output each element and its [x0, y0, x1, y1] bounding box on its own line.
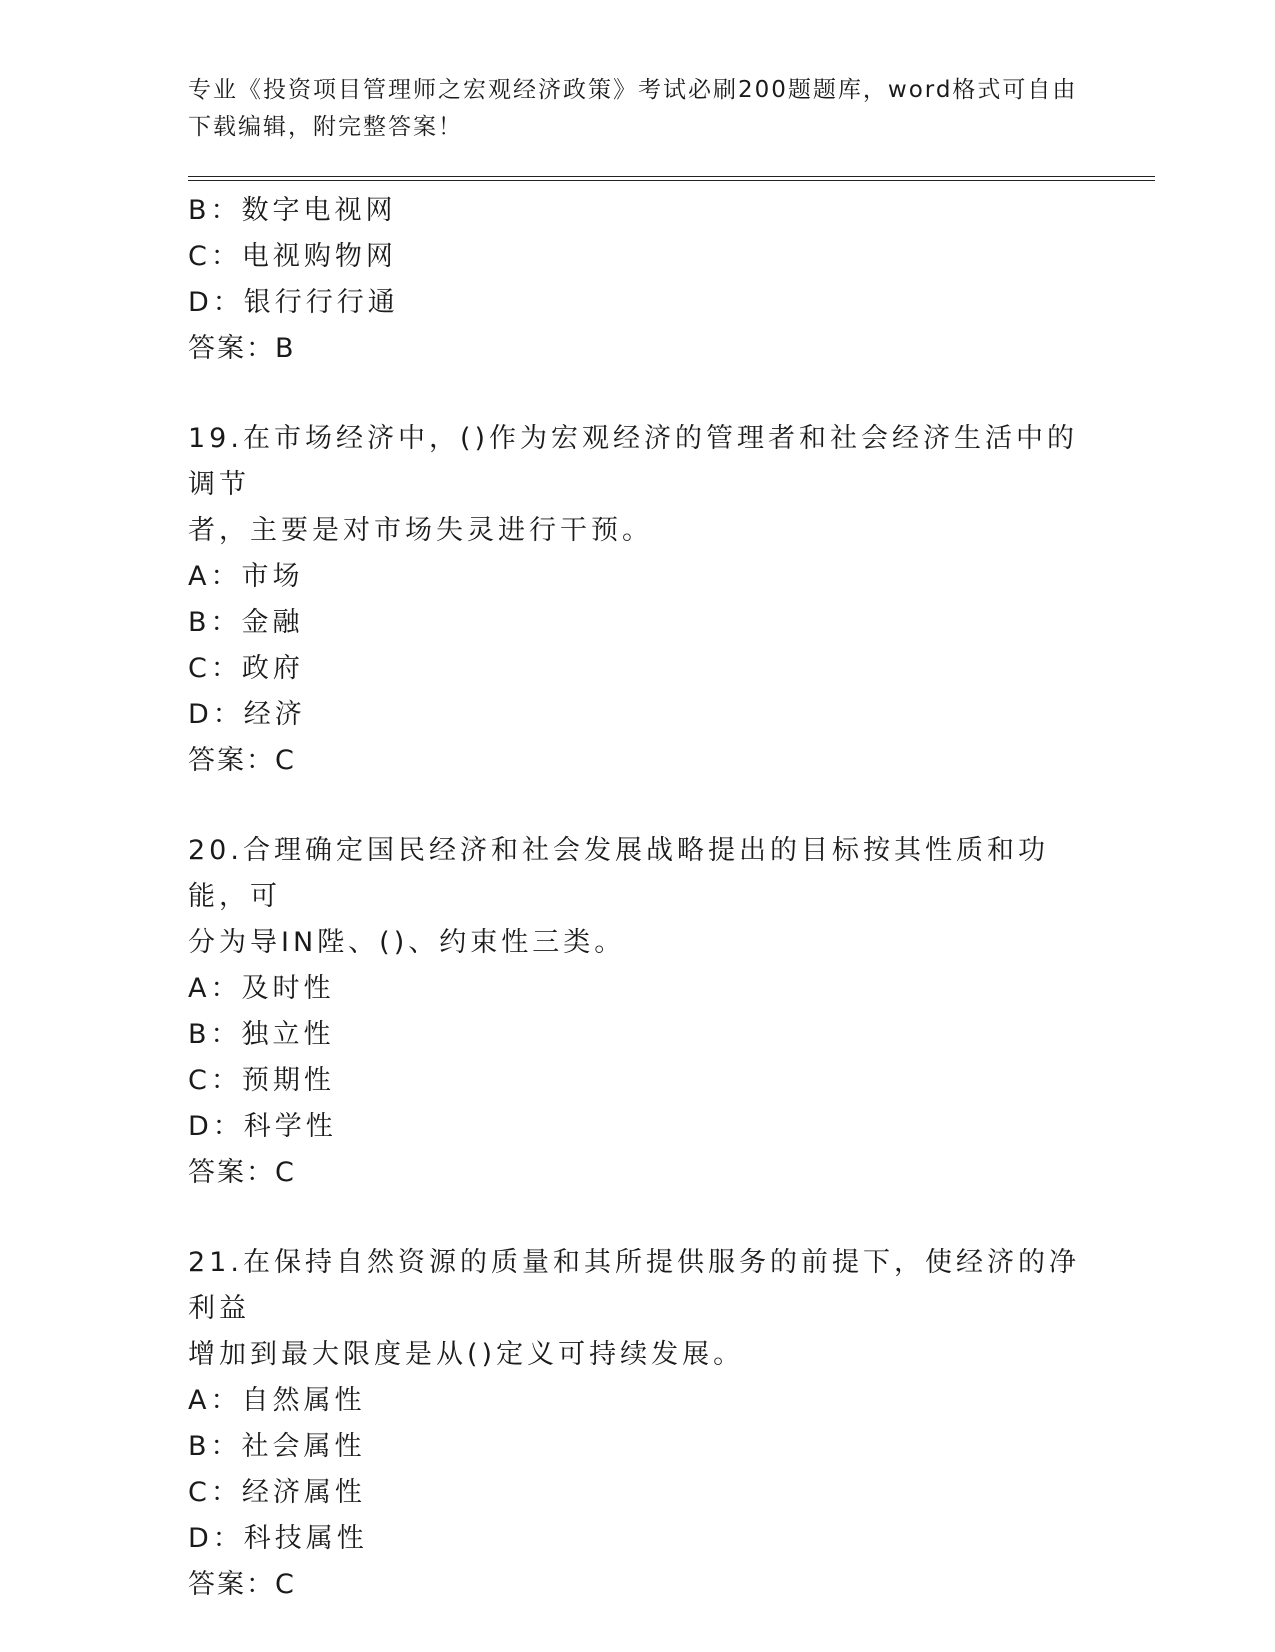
header-rule-top — [188, 176, 1155, 177]
question-stem-line-2: 分为导IN陛、()、约束性三类。 — [188, 927, 626, 958]
answer: 答案：B — [188, 333, 296, 364]
question-19 — [188, 416, 1088, 784]
option-b: B：社会属性 — [188, 1431, 366, 1462]
option-c: C：预期性 — [188, 1065, 335, 1096]
option-a: A：及时性 — [188, 973, 335, 1004]
question-stem-line-2: 增加到最大限度是从()定义可持续发展。 — [188, 1339, 745, 1370]
option-b: B：数字电视网 — [188, 195, 397, 226]
option-a: A：自然属性 — [188, 1385, 366, 1416]
header-rule-bottom — [188, 180, 1155, 181]
option-d: D：银行行行通 — [188, 287, 399, 318]
option-d: D：科学性 — [188, 1111, 337, 1142]
option-b: B：金融 — [188, 607, 304, 638]
option-c: C：政府 — [188, 653, 304, 684]
option-d: D：科技属性 — [188, 1523, 368, 1554]
option-a: A：市场 — [188, 561, 304, 592]
question-18-tail — [188, 188, 1088, 372]
answer: 答案：C — [188, 745, 296, 776]
option-b: B：独立性 — [188, 1019, 335, 1050]
question-21 — [188, 1240, 1088, 1608]
option-c: C：电视购物网 — [188, 241, 397, 272]
question-stem-line-2: 者，主要是对市场失灵进行干预。 — [188, 515, 653, 546]
question-stem-line-1: 21.在保持自然资源的质量和其所提供服务的前提下，使经济的净利益 — [188, 1247, 1080, 1324]
header-title-line-2: 下载编辑，附完整答案！ — [188, 114, 463, 140]
answer: 答案：C — [188, 1569, 296, 1600]
document-header — [188, 72, 1088, 146]
answer: 答案：C — [188, 1157, 296, 1188]
option-c: C：经济属性 — [188, 1477, 366, 1508]
header-title-line-1: 专业《投资项目管理师之宏观经济政策》考试必刷200题题库，word格式可自由 — [188, 77, 1078, 103]
question-20 — [188, 828, 1088, 1196]
question-stem-line-1: 19.在市场经济中，()作为宏观经济的管理者和社会经济生活中的调节 — [188, 423, 1079, 500]
question-list — [188, 188, 1088, 1652]
question-stem-line-1: 20.合理确定国民经济和社会发展战略提出的目标按其性质和功能，可 — [188, 835, 1049, 912]
option-d: D：经济 — [188, 699, 306, 730]
